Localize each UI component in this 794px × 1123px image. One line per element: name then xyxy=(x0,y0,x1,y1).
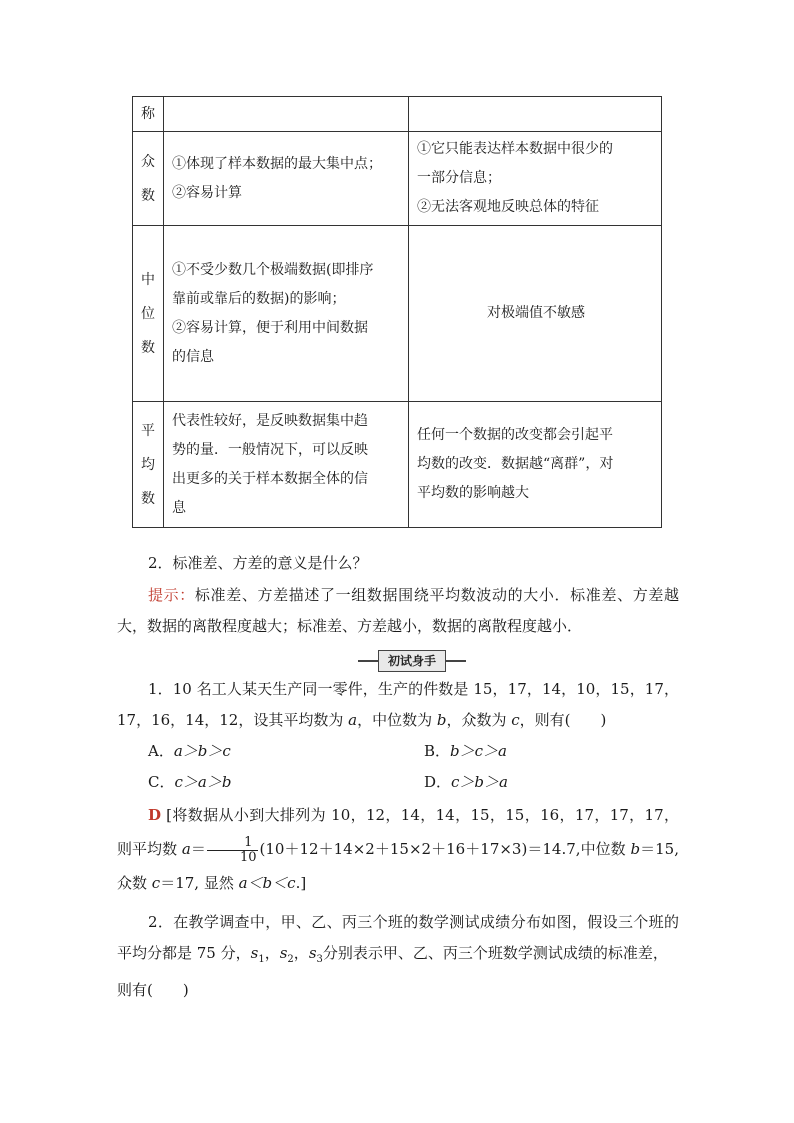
option-c: C．c＞a＞b xyxy=(148,773,232,791)
q1-line2-mid2: ，众数为 xyxy=(446,711,512,729)
fraction-one-tenth: $\frac{1}{10}$ xyxy=(207,836,259,865)
table-row xyxy=(133,402,662,528)
var-a: a xyxy=(348,711,358,729)
q2-line2-pre: 的平均分都是 75 分， xyxy=(117,913,679,962)
merit-cell: ①体现了样本数据的最大集中点； ②容易计算 xyxy=(164,132,409,226)
flaw-cell: ①它只能表达样本数据中很少的 一部分信息； ②无法客观地反映总体的特征 xyxy=(409,132,662,226)
table-row xyxy=(133,226,662,402)
merit-cell xyxy=(164,97,409,132)
q2-line3: 则有( ) xyxy=(117,981,189,999)
table-row xyxy=(133,97,662,132)
flaw-cell xyxy=(409,97,662,132)
var-s2: s xyxy=(279,944,288,962)
var-b: b xyxy=(630,840,641,858)
var-b: b xyxy=(436,711,447,729)
question-1 xyxy=(117,674,679,736)
var-s1: s xyxy=(250,944,259,962)
row-name: 平 均 数 xyxy=(133,402,164,528)
q1-line1: 1．10 名工人某天生产同一零件，生产的件数是 15，17，14，10，15，17， xyxy=(148,680,679,698)
hint-paragraph xyxy=(117,580,679,642)
q2-line2-post: 分别表示甲、乙、丙三个班数学测试成绩的标准差， xyxy=(322,944,668,962)
solution-line3-pre: 显然 xyxy=(203,874,239,892)
q1-line2-post: ，则有( ) xyxy=(519,711,607,729)
q1-solution: D [将数据从小到大排列为 10，12，14，14，15，15，16，17，17，17，则平均数 a＝ $\frac{1}{10}$ (10＋12＋14×2＋15×2＋16＋17×3)＝14.7,中位数 b＝15,众数 c＝17, 显然 a＜b＜c.] xyxy=(117,806,679,892)
hint-label: 提示： xyxy=(148,586,195,604)
merit-cell: 代表性较好，是反映数据集中趋 势的量．一般情况下，可以反映 出更多的关于样本数据全体的信 息 xyxy=(164,402,409,528)
q1-line2-mid1: ，中位数为 xyxy=(357,711,437,729)
flaw-cell: 任何一个数据的改变都会引起平 均数的改变．数据越“离群”，对 平均数的影响越大 xyxy=(409,402,662,528)
var-c: c xyxy=(151,874,161,892)
var-a: a xyxy=(181,840,191,858)
var-c: c xyxy=(511,711,520,729)
b-eq: ＝15,众数 xyxy=(117,840,679,892)
answer-letter: D xyxy=(148,806,162,824)
var-s3: s xyxy=(308,944,317,962)
section-badge xyxy=(358,650,466,672)
row-name: 称 xyxy=(133,97,164,132)
question-2: 2．在教学调查中，甲、乙、丙三个班的数学测试成绩分布如图，假设三个班的平均分都是 75 分，$s_1$，$s_2$，$s_3$分别表示甲、乙、丙三个班数学测试成绩的标准差， 则有( ) xyxy=(117,913,679,999)
merit-cell: ①不受少数几个极端数据(即排序 靠前或靠后的数据)的影响； ②容易计算，便于利用中间数据 的信息 xyxy=(164,226,409,402)
solution-line3-post: .] xyxy=(295,874,307,892)
question-variance-meaning: 2．标准差、方差的意义是什么？ xyxy=(148,554,368,572)
comparison-table xyxy=(132,96,662,528)
q1-line2-pre: 17，16，14，12，设其平均数为 xyxy=(117,711,349,729)
solution-line3-expr: a＜b＜c xyxy=(238,874,296,892)
row-name: 中 位 数 xyxy=(133,226,164,402)
q2-line1: 2．在教学调查中，甲、乙、丙三个班的数学测试成绩分布如图，假设三个班 xyxy=(148,913,664,931)
solution-line2-post: (10＋12＋14×2＋15×2＋16＋17×3)＝14.7,中位数 xyxy=(259,840,631,858)
row-name: 众 数 xyxy=(133,132,164,226)
badge-label: 初试身手 xyxy=(378,650,446,672)
c-eq: ＝17, xyxy=(160,874,200,892)
option-b: B．b＞c＞a xyxy=(424,742,507,760)
option-a: A．a＞b＞c xyxy=(148,742,231,760)
solution-line1: [将数据从小到大排列为 10，12，14，14，15，15，16，17，17，17，则 xyxy=(117,806,679,858)
table-row xyxy=(133,132,662,226)
solution-line2-pre: 平均数 xyxy=(132,840,182,858)
hint-text: 标准差、方差描述了一组数据围绕平均数波动的大小．标准差、方差越大，数据的离散程度越大；标准差、方差越小，数据的离散程度越小． xyxy=(117,586,679,635)
flaw-cell: 对极端值不敏感 xyxy=(409,226,662,402)
option-d: D．c＞b＞a xyxy=(424,773,508,791)
